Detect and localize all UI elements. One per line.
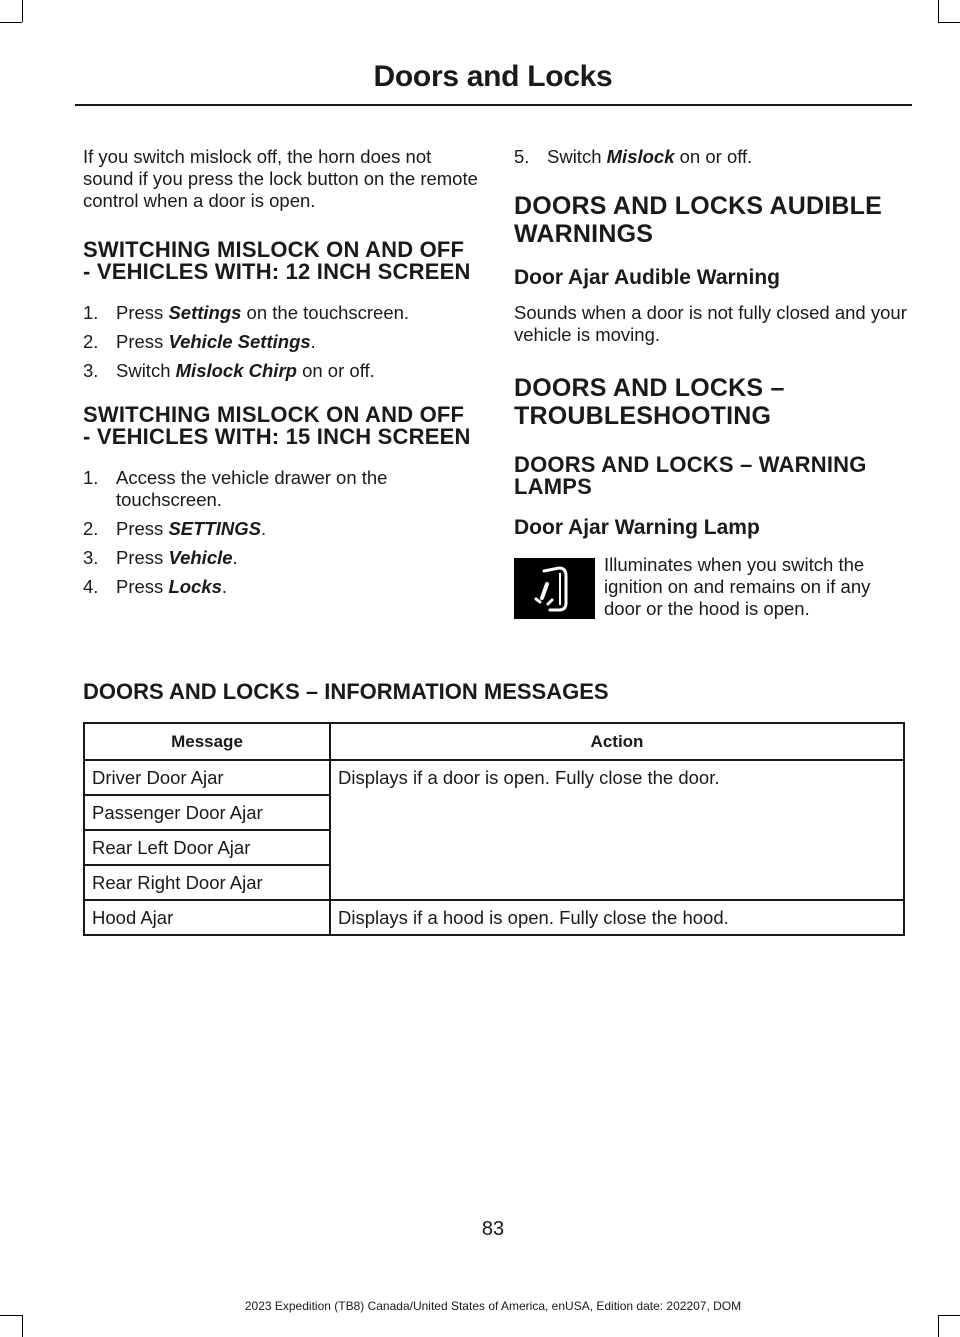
list-item xyxy=(83,467,478,511)
column-header-action: Action xyxy=(330,723,904,760)
warning-lamp-row xyxy=(514,554,909,636)
message-cell: Passenger Door Ajar xyxy=(84,795,330,830)
edition-footer: 2023 Expedition (TB8) Canada/United States of America, enUSA, Edition date: 202207, DOM xyxy=(244,1299,742,1313)
crop-mark xyxy=(938,22,960,23)
step-text: Press xyxy=(116,576,169,597)
ui-term: Mislock xyxy=(606,146,675,167)
list-item xyxy=(83,547,478,569)
step-text: Press xyxy=(116,331,169,352)
info-messages-table xyxy=(83,722,905,936)
crop-mark xyxy=(0,1315,22,1316)
list-item xyxy=(83,302,478,324)
crop-mark xyxy=(0,22,22,23)
step-number: 5. xyxy=(514,146,530,167)
ui-term: Vehicle xyxy=(168,547,233,568)
step-number: 3. xyxy=(83,360,99,381)
section-heading-15inch: SWITCHING MISLOCK ON AND OFF - VEHICLES WITH: 15 INCH SCREEN xyxy=(83,402,471,449)
step-text: Press xyxy=(116,302,169,323)
info-messages-heading: DOORS AND LOCKS – INFORMATION MESSAGES xyxy=(83,679,609,704)
audible-warnings-heading: DOORS AND LOCKS AUDIBLE WARNINGS xyxy=(514,192,883,248)
step-text: . xyxy=(310,331,316,352)
steps-continued xyxy=(514,146,909,168)
page-title: Doors and Locks xyxy=(373,60,613,93)
message-cell: Driver Door Ajar xyxy=(84,760,330,795)
list-item xyxy=(83,360,478,382)
step-number: 1. xyxy=(83,467,99,488)
right-column xyxy=(514,146,909,636)
step-number: 3. xyxy=(83,547,99,568)
ui-term: SETTINGS xyxy=(168,518,261,539)
list-item xyxy=(83,518,478,540)
step-text: Press xyxy=(116,547,169,568)
list-item xyxy=(83,331,478,353)
door-ajar-audible-text: Sounds when a door is not fully closed and your vehicle is moving. xyxy=(514,302,907,345)
warning-lamps-heading: DOORS AND LOCKS – WARNING LAMPS xyxy=(514,452,867,499)
step-text: on the touchscreen. xyxy=(241,302,410,323)
column-header-message: Message xyxy=(84,723,330,760)
door-ajar-audible-heading: Door Ajar Audible Warning xyxy=(514,266,780,289)
table-header-row xyxy=(84,723,904,760)
list-item xyxy=(83,576,478,598)
step-text: . xyxy=(232,547,238,568)
steps-12inch xyxy=(83,302,478,382)
step-text: Press xyxy=(116,518,169,539)
header-rule xyxy=(75,104,912,106)
step-text: . xyxy=(221,576,228,597)
message-cell: Rear Left Door Ajar xyxy=(84,830,330,865)
ui-term: Mislock Chirp xyxy=(175,360,297,381)
message-cell: Rear Right Door Ajar xyxy=(84,865,330,900)
crop-mark xyxy=(938,1315,960,1316)
page-number: 83 xyxy=(481,1218,505,1240)
door-ajar-icon xyxy=(514,558,595,619)
crop-mark xyxy=(938,0,939,22)
door-ajar-lamp-text: Illuminates when you switch the ignition on and remains on if any door or the hood is open. xyxy=(604,554,871,619)
action-cell: Displays if a hood is open. Fully close the hood. xyxy=(330,900,904,935)
crop-mark xyxy=(938,1315,939,1337)
ui-term: Vehicle Settings xyxy=(168,331,311,352)
message-cell: Hood Ajar xyxy=(84,900,330,935)
step-text: on or off. xyxy=(296,360,375,381)
left-column xyxy=(83,146,478,605)
step-number: 4. xyxy=(83,576,99,597)
table-row xyxy=(84,760,904,795)
action-cell: Displays if a door is open. Fully close the door. xyxy=(330,760,904,900)
step-number: 1. xyxy=(83,302,99,323)
crop-mark xyxy=(22,0,23,22)
steps-15inch xyxy=(83,467,478,598)
step-text: Access the vehicle drawer on the touchscreen. xyxy=(116,467,388,510)
door-ajar-lamp-heading: Door Ajar Warning Lamp xyxy=(514,516,760,539)
troubleshooting-heading: DOORS AND LOCKS – TROUBLESHOOTING xyxy=(514,374,785,430)
crop-mark xyxy=(22,1315,23,1337)
step-text: Switch xyxy=(547,146,607,167)
list-item xyxy=(514,146,909,168)
step-number: 2. xyxy=(83,518,99,539)
table-row xyxy=(84,900,904,935)
ui-term: Locks xyxy=(168,576,222,597)
step-text: on or off. xyxy=(674,146,753,167)
section-heading-12inch: SWITCHING MISLOCK ON AND OFF - VEHICLES WITH: 12 INCH SCREEN xyxy=(83,237,471,284)
step-text: Switch xyxy=(116,360,176,381)
ui-term: Settings xyxy=(168,302,242,323)
intro-paragraph: If you switch mislock off, the horn does not sound if you press the lock button on the remote control when a door is open. xyxy=(83,146,478,211)
step-text: . xyxy=(260,518,267,539)
step-number: 2. xyxy=(83,331,99,352)
